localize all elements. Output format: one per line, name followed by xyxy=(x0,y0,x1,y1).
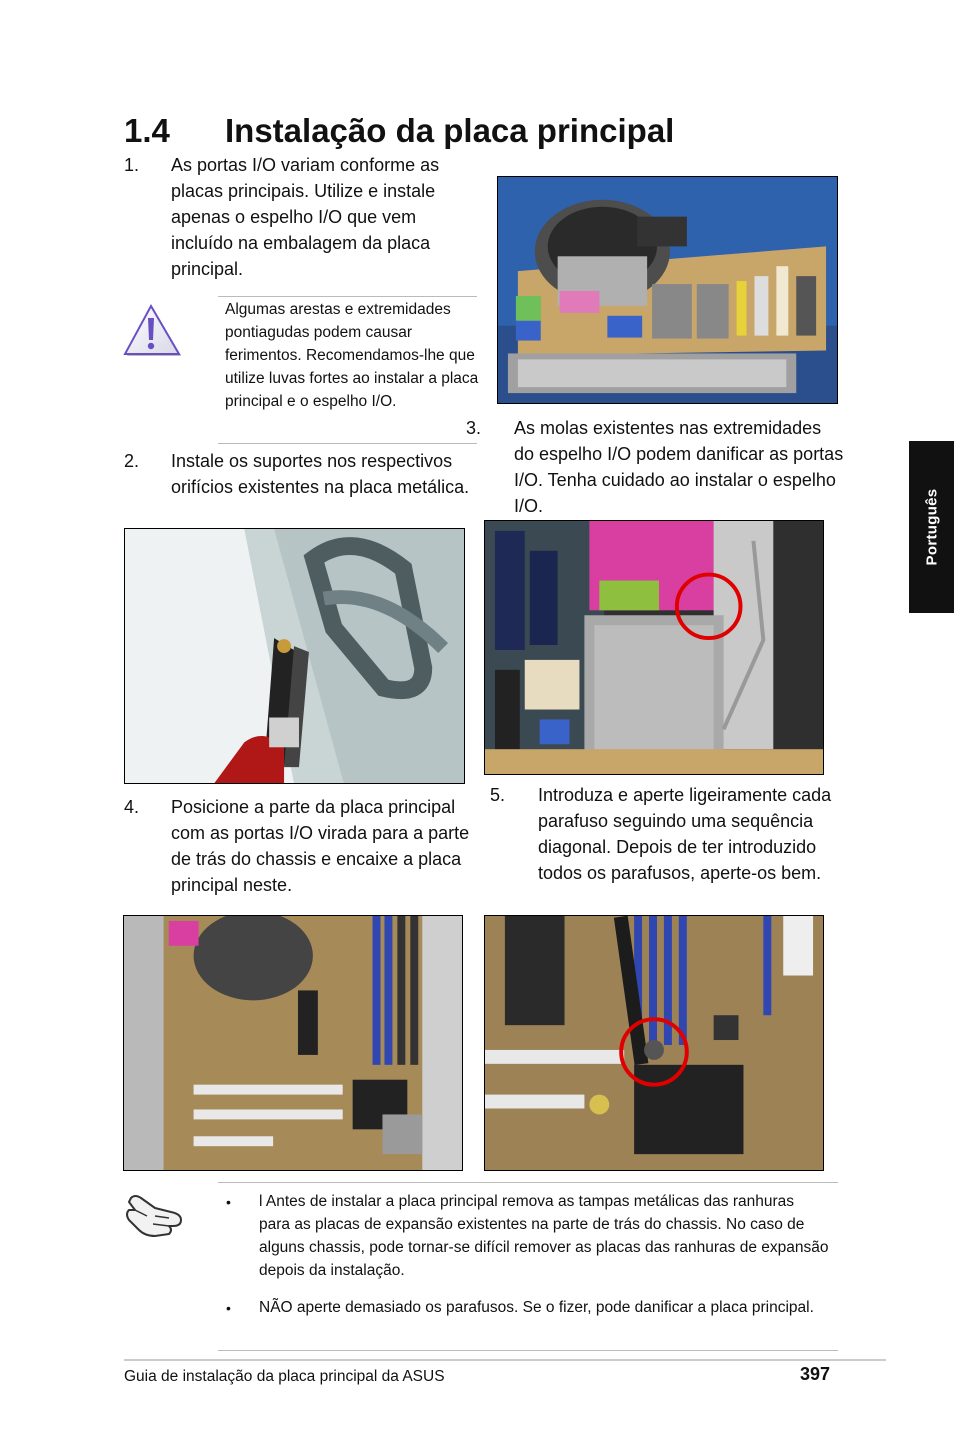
warning-top-rule xyxy=(218,296,477,297)
step-1-number: 1. xyxy=(124,155,140,175)
photo-screw-tightening xyxy=(484,915,824,1171)
warning-bottom-rule xyxy=(218,443,477,444)
note-bottom-rule xyxy=(218,1350,838,1351)
section-number: 1.4 xyxy=(124,112,170,149)
step-4-text: Posicione a parte da placa principal com as portas I/O virada para a parte de trás do chassis e encaixe a placa principal neste. xyxy=(171,797,470,895)
photo-motherboard-in-chassis xyxy=(123,915,463,1171)
note-text-1: l Antes de instalar a placa principal remova as tampas metálicas das ranhuras para as placas de expansão existentes na parte de trás do chassis. No caso de alguns chassis, pode tornar-se difícil remover as placas das ranhuras de expansão depois da instalação. xyxy=(259,1193,829,1279)
step-2-number: 2. xyxy=(124,451,140,471)
step-1-text: As portas I/O variam conforme as placas principais. Utilize e instale apenas o espelho I/O que vem incluído na embalagem da placa principal. xyxy=(171,155,440,279)
step-3-text: As molas existentes nas extremidades do espelho I/O podem danificar as portas I/O. Tenha cuidado ao instalar o espelho I/O. xyxy=(514,418,844,516)
warning-text: Algumas arestas e extremidades pontiagudas podem causar ferimentos. Recomendamos-lhe que utilize luvas fortes ao instalar a placa principal e o espelho I/O. xyxy=(225,301,479,410)
page-number: 397 xyxy=(800,1364,831,1384)
warning-triangle-icon xyxy=(123,302,183,358)
language-tab-label: Português xyxy=(923,488,940,566)
photo-io-springs xyxy=(484,520,824,775)
footer-text: Guia de instalação da placa principal da ASUS xyxy=(124,1368,445,1385)
note-top-rule xyxy=(218,1182,838,1183)
step-3-number: 3. xyxy=(466,418,482,438)
section-title: Instalação da placa principal xyxy=(225,112,675,149)
photo-standoff-pliers xyxy=(124,528,465,784)
step-5-text: Introduza e aperte ligeiramente cada parafuso seguindo uma sequência diagonal. Depois de ter introduzido todos os parafusos, aperte-os bem. xyxy=(538,785,832,883)
step-5-number: 5. xyxy=(490,785,506,805)
note-bullet-1: • xyxy=(226,1194,231,1210)
footer-rule xyxy=(124,1359,886,1361)
pointing-hand-icon xyxy=(125,1190,187,1242)
note-text-2: NÃO aperte demasiado os parafusos. Se o fizer, pode danificar a placa principal. xyxy=(259,1299,814,1316)
note-bullet-2: • xyxy=(226,1300,231,1316)
page-title xyxy=(124,112,674,150)
language-tab xyxy=(909,441,954,613)
photo-io-shield xyxy=(497,176,838,404)
step-4-number: 4. xyxy=(124,797,140,817)
step-2-text: Instale os suportes nos respectivos orifícios existentes na placa metálica. xyxy=(171,451,470,497)
